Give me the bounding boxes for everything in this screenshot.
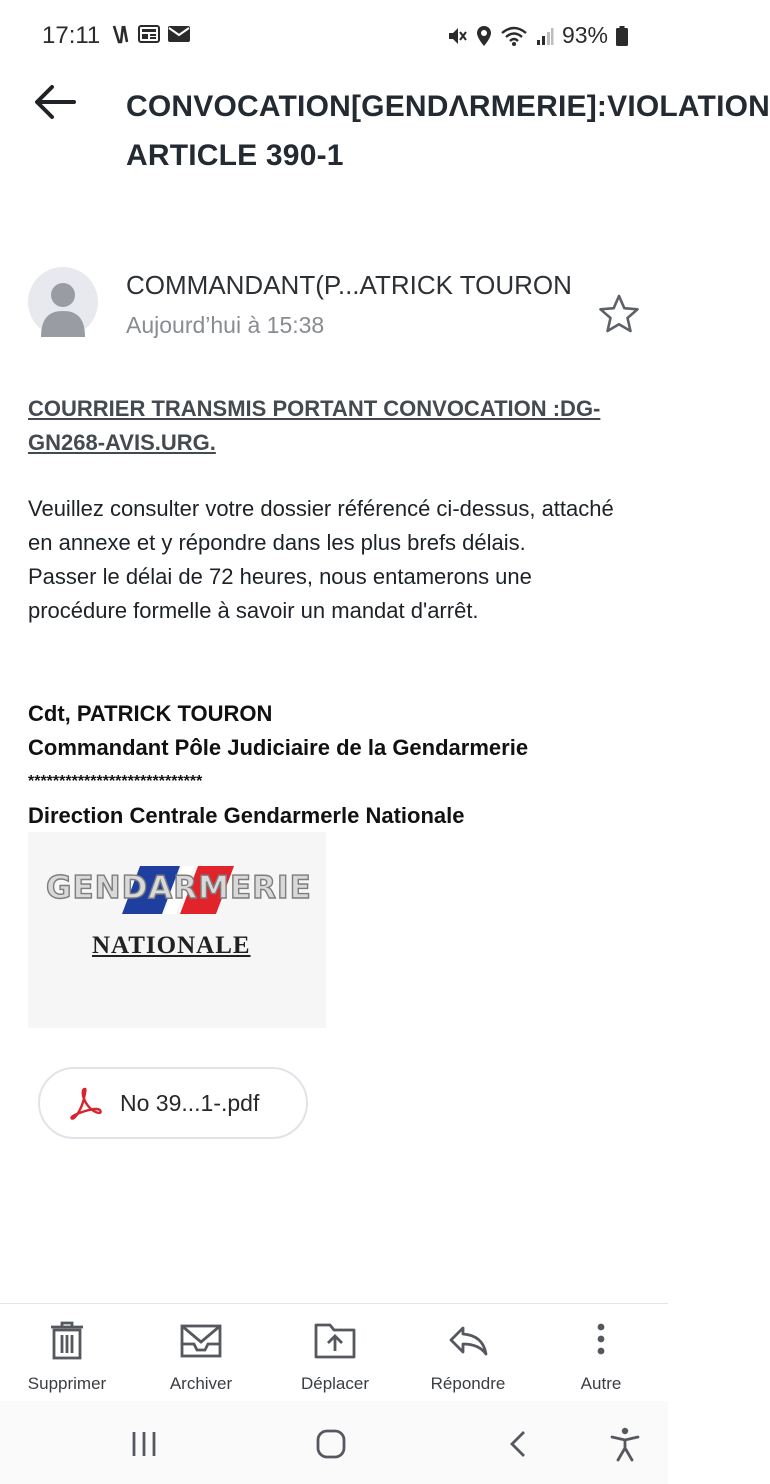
back-arrow-icon[interactable]: [32, 82, 76, 122]
body-paragraphs: [28, 492, 628, 628]
archive-button[interactable]: [136, 1320, 266, 1394]
recent-apps-icon[interactable]: [130, 1429, 158, 1459]
move-label: Déplacer: [300, 1374, 370, 1393]
accessibility-icon[interactable]: [610, 1427, 640, 1461]
trash-icon: [49, 1320, 85, 1360]
nav-back-icon[interactable]: [508, 1429, 528, 1459]
body-heading: COURRIER TRANSMIS PORTANT CONVOCATION :DG-GN268-AVIS.URG.: [28, 396, 601, 455]
star-icon[interactable]: [598, 293, 640, 335]
system-nav-bar: [0, 1401, 668, 1484]
signature-organisation: Direction Centrale Gendarmerle Nationale: [28, 803, 465, 828]
attachment-filename: No 39...1-.pdf: [120, 1089, 260, 1116]
signature-name: Cdt, PATRICK TOURON: [28, 701, 273, 726]
sender-name[interactable]: COMMANDANT(P...ATRICK TOURON: [126, 270, 572, 300]
location-icon: [476, 25, 492, 47]
battery-icon: [616, 26, 628, 46]
email-subject: CONVOCATION[GENDΛRMERIE]:VIOLATION ARTICLE 390-1: [126, 90, 770, 172]
delete-label: Supprimer: [27, 1374, 107, 1393]
v-icon: [112, 24, 130, 44]
more-label: Autre: [580, 1374, 622, 1393]
reply-button[interactable]: [403, 1320, 533, 1394]
delete-button[interactable]: [2, 1320, 132, 1394]
mute-icon: [446, 25, 468, 47]
move-icon: [314, 1320, 356, 1360]
archive-icon: [180, 1320, 222, 1360]
news-icon: [138, 25, 160, 43]
attachment-chip[interactable]: [38, 1067, 308, 1139]
more-button[interactable]: [536, 1320, 666, 1394]
person-icon: [28, 267, 98, 337]
status-time: 17:11: [42, 22, 101, 49]
wifi-icon: [500, 25, 528, 47]
mail-icon: [168, 26, 190, 42]
pdf-icon: [68, 1086, 102, 1120]
avatar: [28, 267, 98, 337]
move-button[interactable]: [270, 1320, 400, 1394]
logo-subtitle: NATIONALE: [92, 932, 251, 959]
body-paragraph-1: Veuillez consulter votre dossier référencé ci-dessus, attaché en annexe et y répondre dans les plus brefs délais.: [28, 496, 614, 555]
archive-label: Archiver: [169, 1374, 233, 1393]
signature-title: Commandant Pôle Judiciaire de la Gendarmerie: [28, 735, 529, 760]
reply-icon: [447, 1320, 489, 1360]
reply-label: Répondre: [430, 1374, 506, 1393]
gendarmerie-logo-image[interactable]: [28, 832, 326, 1028]
body-paragraph-2: Passer le délai de 72 heures, nous entamerons une procédure formelle à savoir un mandat d'arrêt.: [28, 564, 532, 623]
logo-word: GENDARMERIE: [46, 870, 312, 906]
signal-icon: [536, 26, 554, 46]
signature-separator: ****************************: [28, 773, 203, 790]
status-right: [446, 22, 628, 49]
action-toolbar: [0, 1303, 668, 1402]
battery-percent: 93%: [561, 22, 608, 48]
more-vertical-icon: [595, 1320, 607, 1360]
home-icon[interactable]: [316, 1429, 346, 1459]
sent-date: Aujourd’hui à 15:38: [126, 312, 325, 338]
signature-block: [28, 697, 628, 833]
status-left-icons: [112, 24, 190, 44]
